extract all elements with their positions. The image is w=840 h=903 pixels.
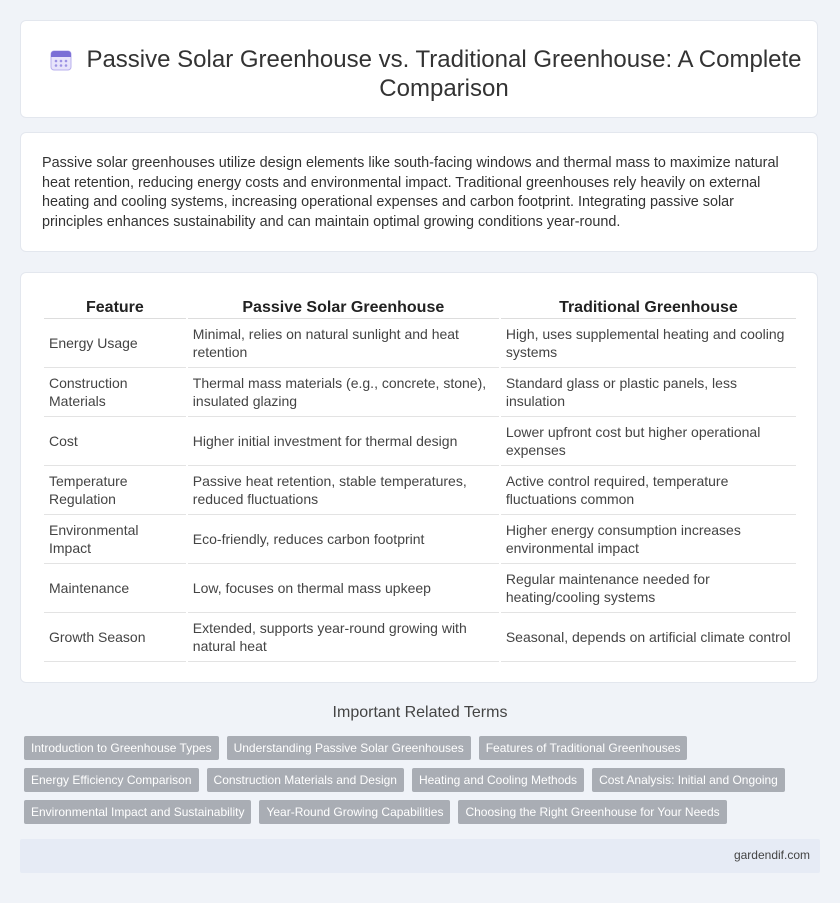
table-cell: Lower upfront cost but higher operational expenses <box>501 417 796 466</box>
table-cell: Standard glass or plastic panels, less insulation <box>501 368 796 417</box>
intro-card <box>20 132 818 252</box>
comparison-table <box>42 298 798 662</box>
table-cell: Temperature Regulation <box>44 466 186 515</box>
related-term-tag[interactable]: Introduction to Greenhouse Types <box>24 736 219 760</box>
related-term-tag[interactable]: Heating and Cooling Methods <box>412 768 584 792</box>
related-terms-title: Important Related Terms <box>332 704 508 721</box>
table-row <box>44 417 796 466</box>
table-cell: Cost <box>44 417 186 466</box>
column-header: Passive Solar Greenhouse <box>188 298 499 319</box>
table-row <box>44 368 796 417</box>
table-cell: Active control required, temperature fluctuations common <box>501 466 796 515</box>
page-title: Passive Solar Greenhouse vs. Traditional Greenhouse: A Complete Comparison <box>86 46 802 102</box>
table-cell: Seasonal, depends on artificial climate control <box>501 613 796 662</box>
table-cell: Environmental Impact <box>44 515 186 564</box>
comparison-card <box>20 272 818 683</box>
related-term-tag[interactable]: Cost Analysis: Initial and Ongoing <box>592 768 785 792</box>
table-cell: Minimal, relies on natural sunlight and heat retention <box>188 319 499 368</box>
table-cell: Regular maintenance needed for heating/cooling systems <box>501 564 796 613</box>
table-row <box>44 319 796 368</box>
related-term-tag[interactable]: Choosing the Right Greenhouse for Your Needs <box>458 800 726 824</box>
table-cell: Energy Usage <box>44 319 186 368</box>
table-cell: Growth Season <box>44 613 186 662</box>
related-term-tag[interactable]: Year-Round Growing Capabilities <box>259 800 450 824</box>
table-cell: High, uses supplemental heating and cooling systems <box>501 319 796 368</box>
table-row <box>44 515 796 564</box>
site-link[interactable]: gardendif.com <box>733 848 810 862</box>
intro-text: Passive solar greenhouses utilize design elements like south-facing windows and thermal mass to maximize natural heat retention, reducing energy costs and environmental impact. Traditional greenhouses rely heavily on external heating and cooling systems, increasing operational expenses and carbon footprint. Integrating passive solar principles enhances sustainability and can maintain optimal growing conditions year-round. <box>42 155 779 230</box>
title-card <box>20 20 818 118</box>
table-cell: Construction Materials <box>44 368 186 417</box>
related-term-tag[interactable]: Environmental Impact and Sustainability <box>24 800 251 824</box>
table-cell: Passive heat retention, stable temperatures, reduced fluctuations <box>188 466 499 515</box>
column-header: Feature <box>44 298 186 319</box>
related-term-tag[interactable]: Construction Materials and Design <box>207 768 404 792</box>
calendar-icon <box>49 48 73 72</box>
table-cell: Low, focuses on thermal mass upkeep <box>188 564 499 613</box>
related-term-tag[interactable]: Energy Efficiency Comparison <box>24 768 199 792</box>
footer <box>20 839 820 873</box>
table-cell: Higher energy consumption increases environmental impact <box>501 515 796 564</box>
table-cell: Extended, supports year-round growing with natural heat <box>188 613 499 662</box>
table-row <box>44 613 796 662</box>
table-row <box>44 466 796 515</box>
table-header-row <box>44 298 796 319</box>
related-term-tag[interactable]: Understanding Passive Solar Greenhouses <box>227 736 471 760</box>
table-cell: Thermal mass materials (e.g., concrete, stone), insulated glazing <box>188 368 499 417</box>
table-cell: Eco-friendly, reduces carbon footprint <box>188 515 499 564</box>
related-terms-list <box>24 736 804 832</box>
related-term-tag[interactable]: Features of Traditional Greenhouses <box>479 736 688 760</box>
table-cell: Higher initial investment for thermal design <box>188 417 499 466</box>
table-row <box>44 564 796 613</box>
column-header: Traditional Greenhouse <box>501 298 796 319</box>
table-cell: Maintenance <box>44 564 186 613</box>
